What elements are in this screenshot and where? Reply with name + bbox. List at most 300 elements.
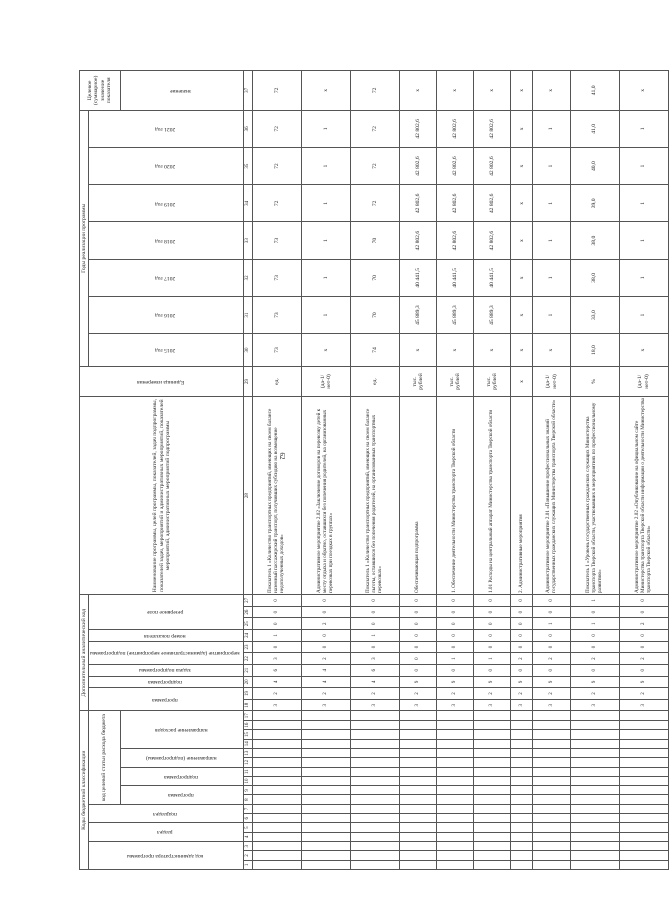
program-header-text: программа — [168, 792, 194, 799]
code-cell — [351, 795, 400, 804]
column-number: 29 — [244, 366, 253, 396]
code-cell: 0 — [511, 641, 533, 653]
code-cell: 1 — [533, 618, 570, 630]
code-cell — [351, 851, 400, 860]
c-reserve-header-text: резервное поле — [147, 609, 184, 616]
code-cell — [570, 851, 619, 860]
column-number: 32 — [244, 259, 253, 296]
value-v2017: 73 — [253, 259, 302, 296]
code-cell — [253, 739, 302, 748]
value-v2018: 42 802,6 — [400, 222, 437, 259]
code-cell: 2 — [302, 688, 351, 700]
code-cell: 3 — [437, 699, 474, 711]
code-cell: 0 — [511, 606, 533, 618]
classifier-group-header: Дополнительный аналитический код — [80, 595, 89, 711]
code-cell: 9 — [437, 676, 474, 688]
program-direction-header — [120, 711, 244, 748]
code-cell: 2 — [533, 653, 570, 665]
value-v2021: 72 — [253, 110, 302, 147]
code-cell — [437, 711, 474, 721]
code-cell — [302, 739, 351, 748]
code-cell — [437, 739, 474, 748]
code-cell — [511, 842, 533, 851]
value-v2015: x — [437, 334, 474, 367]
row-name: Административное мероприятие 2.01 «Повышение профессиональных знаний государственных гражданских служащих Министерства транспорта Тверской области» — [533, 397, 570, 595]
code-cell — [533, 860, 570, 869]
code-cell: 3 — [533, 699, 570, 711]
code-cell — [400, 804, 437, 813]
row-unit: x — [511, 366, 533, 396]
code-cell — [511, 730, 533, 739]
row-unit: тыс. рублей — [400, 366, 437, 396]
year-2016-header — [89, 297, 244, 334]
code-cell: 2 — [511, 688, 533, 700]
code-cell — [511, 832, 533, 841]
row-name: Административное мероприятие 2.02 «Заключение договоров на перевозку детей к месту отдыха и обратно, оставшихся без попечения родителей, на организованных перевозках при поездках в группах» — [302, 397, 351, 595]
code-cell — [474, 860, 511, 869]
code-cell — [474, 786, 511, 795]
value-v2018: 42 802,6 — [474, 222, 511, 259]
code-cell: 3 — [253, 699, 302, 711]
value-final: 72 — [351, 71, 400, 111]
year-2021-header — [89, 110, 244, 147]
unit-header-text: Единица измерения — [136, 378, 185, 385]
c-subprogram-header-text: подпрограмма — [148, 679, 183, 686]
c-event-header — [89, 641, 244, 664]
task-code-header — [120, 748, 244, 767]
code-cell — [533, 842, 570, 851]
code-cell — [351, 721, 400, 730]
code-cell: 0 — [619, 606, 668, 618]
value-v2018: 1 — [619, 222, 668, 259]
code-cell: 0 — [400, 630, 437, 642]
code-cell — [253, 842, 302, 851]
code-cell — [253, 804, 302, 813]
c-indicator-header-text: номер показателя — [144, 632, 187, 639]
value-v2021: 42 802,6 — [437, 110, 474, 147]
code-cell — [533, 739, 570, 748]
value-v2016: 73 — [253, 297, 302, 334]
code-cell: 0 — [351, 606, 400, 618]
code-cell — [511, 804, 533, 813]
code-cell: 2 — [619, 653, 668, 665]
column-number: 24 — [244, 630, 253, 642]
code-cell — [570, 795, 619, 804]
column-number: 1 — [244, 860, 253, 869]
column-number: 16 — [244, 721, 253, 730]
code-cell — [253, 730, 302, 739]
code-cell — [533, 748, 570, 757]
code-cell — [474, 758, 511, 767]
table-row — [474, 71, 511, 870]
value-v2020: 72 — [351, 148, 400, 185]
column-number-row — [244, 71, 253, 870]
code-cell — [570, 860, 619, 869]
code-cell — [437, 814, 474, 823]
column-number: 15 — [244, 730, 253, 739]
code-cell — [533, 814, 570, 823]
code-cell: 1 — [570, 595, 619, 607]
code-cell: 0 — [351, 641, 400, 653]
code-cell — [351, 758, 400, 767]
code-cell: 0 — [400, 618, 437, 630]
code-cell: 0 — [253, 641, 302, 653]
code-cell — [400, 860, 437, 869]
value-v2020: 42 802,6 — [400, 148, 437, 185]
value-final: x — [619, 71, 668, 111]
code-cell — [533, 823, 570, 832]
code-cell — [619, 814, 668, 823]
code-cell — [351, 748, 400, 757]
column-number: 26 — [244, 606, 253, 618]
code-cell — [619, 851, 668, 860]
code-cell: 2 — [253, 688, 302, 700]
code-cell — [570, 776, 619, 785]
column-number: 28 — [244, 397, 253, 595]
code-cell — [351, 739, 400, 748]
value-v2021: 41,0 — [570, 110, 619, 147]
column-number: 22 — [244, 653, 253, 665]
value-v2020: 1 — [302, 148, 351, 185]
row-unit: (да-1/нет-0) — [533, 366, 570, 396]
code-cell: 0 — [474, 664, 511, 676]
subsection-header — [89, 804, 244, 823]
code-cell — [511, 851, 533, 860]
code-cell — [533, 795, 570, 804]
value-v2020: 42 802,6 — [437, 148, 474, 185]
code-cell: 0 — [474, 641, 511, 653]
code-cell: 2 — [400, 688, 437, 700]
code-cell: 1 — [253, 630, 302, 642]
code-cell — [619, 804, 668, 813]
code-cell: 0 — [474, 595, 511, 607]
year-2015-header — [89, 334, 244, 367]
value-final: x — [533, 71, 570, 111]
column-number: 20 — [244, 676, 253, 688]
code-cell — [351, 860, 400, 869]
code-cell: 0 — [253, 595, 302, 607]
value-v2015: x — [619, 334, 668, 367]
code-cell — [533, 758, 570, 767]
code-cell: 0 — [533, 664, 570, 676]
code-cell: 3 — [253, 653, 302, 665]
value-v2016: 45 889,3 — [437, 297, 474, 334]
row-unit: % — [570, 366, 619, 396]
code-cell — [351, 767, 400, 776]
column-number: 37 — [244, 71, 253, 111]
code-cell — [511, 823, 533, 832]
code-cell — [302, 851, 351, 860]
code-cell: 2 — [474, 688, 511, 700]
value-v2019: 1 — [302, 185, 351, 222]
code-cell — [570, 767, 619, 776]
subprogram-header-text: подпрограмма — [163, 773, 198, 780]
code-cell: 9 — [533, 676, 570, 688]
column-number: 2 — [244, 851, 253, 860]
code-cell: 0 — [351, 618, 400, 630]
code-cell — [437, 758, 474, 767]
code-cell: 0 — [302, 630, 351, 642]
code-cell — [533, 851, 570, 860]
column-number: 30 — [244, 334, 253, 367]
value-v2015: x — [302, 334, 351, 367]
year-2019-header-text: 2019 год — [155, 200, 176, 207]
code-cell: 0 — [533, 630, 570, 642]
row-name: 1.01 Расходы на центральный аппарат Министерства транспорта Тверской области — [474, 397, 511, 595]
code-cell: 9 — [619, 676, 668, 688]
value-v2021: 1 — [619, 110, 668, 147]
code-cell — [253, 823, 302, 832]
code-cell — [302, 776, 351, 785]
code-cell — [533, 832, 570, 841]
code-cell: 2 — [570, 653, 619, 665]
code-cell — [619, 758, 668, 767]
code-cell — [437, 804, 474, 813]
value-v2018: 42 802,6 — [437, 222, 474, 259]
code-cell — [302, 795, 351, 804]
value-v2018: 38,0 — [570, 222, 619, 259]
row-name: Показатель 1 «Уровень государственных гражданских служащих Министерства транспорта Тверской области, участвовавших в мероприятиях по профессиональному развитию» — [570, 397, 619, 595]
row-name: Показатель 1 «Количество транспортных предприятий, имеющих на своем балансе наземный пассажирский транспорт, получивших субсидию на возмещение недополученных доходов» — [253, 397, 302, 595]
value-v2017: 40 441,5 — [474, 259, 511, 296]
code-cell — [619, 776, 668, 785]
code-cell — [474, 776, 511, 785]
value-v2015: 18,0 — [570, 334, 619, 367]
value-v2021: 1 — [533, 110, 570, 147]
code-cell — [619, 823, 668, 832]
value-v2021: x — [511, 110, 533, 147]
target-article-header: код целевой статьи расхода бюджета — [89, 711, 120, 804]
value-v2018: 70 — [351, 222, 400, 259]
value-v2019: 39,0 — [570, 185, 619, 222]
code-cell — [400, 748, 437, 757]
value-v2017: 40 441,5 — [437, 259, 474, 296]
code-cell — [570, 758, 619, 767]
code-cell — [474, 730, 511, 739]
column-number: 6 — [244, 814, 253, 823]
column-number: 35 — [244, 148, 253, 185]
code-cell: 4 — [351, 676, 400, 688]
code-cell: 0 — [511, 630, 533, 642]
code-cell — [533, 776, 570, 785]
code-cell: 0 — [437, 641, 474, 653]
code-cell — [619, 767, 668, 776]
code-cell — [400, 823, 437, 832]
code-cell — [533, 786, 570, 795]
code-cell — [400, 832, 437, 841]
code-cell: 0 — [533, 595, 570, 607]
admin-code-header-text: код администратора программы — [127, 852, 204, 859]
code-cell: 0 — [533, 606, 570, 618]
value-final: 41,0 — [570, 71, 619, 111]
value-final: x — [474, 71, 511, 111]
code-cell — [619, 739, 668, 748]
value-v2015: x — [511, 334, 533, 367]
code-cell — [570, 823, 619, 832]
code-cell — [570, 832, 619, 841]
code-cell — [302, 823, 351, 832]
code-cell — [253, 721, 302, 730]
section-header-text: раздел — [157, 829, 173, 836]
code-cell — [253, 767, 302, 776]
row-name: Обеспечивающая подпрограмма — [400, 397, 437, 595]
code-cell — [533, 711, 570, 721]
task-code-header-text: направление (подпрограммы) — [145, 754, 217, 761]
column-number: 21 — [244, 664, 253, 676]
column-number: 9 — [244, 786, 253, 795]
code-cell — [437, 860, 474, 869]
code-cell — [437, 786, 474, 795]
code-cell — [437, 721, 474, 730]
value-final: x — [302, 71, 351, 111]
value-v2019: 1 — [533, 185, 570, 222]
c-reserve-header — [89, 595, 244, 630]
value-v2016: 1 — [533, 297, 570, 334]
code-cell — [400, 758, 437, 767]
code-cell — [253, 860, 302, 869]
year-2018-header — [89, 222, 244, 259]
value-v2020: 42 802,6 — [474, 148, 511, 185]
code-cell — [570, 711, 619, 721]
value-v2021: 42 802,6 — [474, 110, 511, 147]
column-number: 34 — [244, 185, 253, 222]
value-v2016: 1 — [302, 297, 351, 334]
code-cell: 1 — [570, 618, 619, 630]
row-unit: ед. — [351, 366, 400, 396]
program-header — [120, 786, 244, 805]
code-cell: 9 — [511, 676, 533, 688]
table-row — [253, 71, 302, 870]
value-v2016: x — [511, 297, 533, 334]
code-cell — [302, 860, 351, 869]
table-row — [437, 71, 474, 870]
c-event-header-text: мероприятие (административное мероприятие) подпрограммы — [90, 650, 241, 657]
code-cell: 0 — [619, 641, 668, 653]
value-v2020: 1 — [619, 148, 668, 185]
code-cell — [533, 804, 570, 813]
code-cell — [400, 795, 437, 804]
code-cell: 0 — [253, 618, 302, 630]
code-cell — [302, 711, 351, 721]
table-row — [533, 71, 570, 870]
code-cell: 3 — [619, 699, 668, 711]
column-number: 5 — [244, 823, 253, 832]
code-cell — [253, 832, 302, 841]
code-cell: 0 — [570, 664, 619, 676]
code-cell: 2 — [619, 688, 668, 700]
code-cell — [437, 767, 474, 776]
code-cell — [511, 767, 533, 776]
row-name: 2. Административные мероприятия — [511, 397, 533, 595]
column-number: 3 — [244, 842, 253, 851]
column-number: 23 — [244, 641, 253, 653]
code-cell: 0 — [400, 595, 437, 607]
code-cell — [437, 776, 474, 785]
year-2017-header — [89, 259, 244, 296]
code-cell — [302, 767, 351, 776]
code-cell: 3 — [351, 699, 400, 711]
code-cell — [351, 776, 400, 785]
code-cell — [437, 823, 474, 832]
code-cell — [474, 739, 511, 748]
column-number: 17 — [244, 711, 253, 721]
admin-code-header — [89, 842, 244, 870]
name-header: Наименование программы, целей программы, показателей, задач подпрограммы, показателей задач, мероприятий и административных мероприятий, показателей мероприятий, административных мероприятий подпрограммы — [80, 397, 244, 595]
value-final: x — [437, 71, 474, 111]
table-row — [511, 71, 533, 870]
code-cell — [302, 758, 351, 767]
value-v2019: 42 802,6 — [437, 185, 474, 222]
value-v2015: 74 — [351, 334, 400, 367]
code-cell — [437, 795, 474, 804]
value-v2019: 42 802,6 — [400, 185, 437, 222]
year-2020-header-text: 2020 год — [155, 163, 176, 170]
code-cell — [400, 851, 437, 860]
code-cell: 9 — [570, 676, 619, 688]
code-cell — [351, 786, 400, 795]
code-cell — [511, 758, 533, 767]
value-header-text: значение — [170, 87, 192, 94]
value-v2020: 1 — [533, 148, 570, 185]
column-number: 27 — [244, 595, 253, 607]
code-cell: 0 — [570, 606, 619, 618]
code-cell — [302, 748, 351, 757]
code-cell: 1 — [351, 630, 400, 642]
code-cell: 0 — [400, 664, 437, 676]
code-cell — [351, 730, 400, 739]
code-cell — [302, 804, 351, 813]
code-cell — [619, 860, 668, 869]
code-cell — [619, 786, 668, 795]
code-cell — [619, 730, 668, 739]
code-cell — [253, 758, 302, 767]
code-cell: 2 — [511, 653, 533, 665]
code-cell — [570, 730, 619, 739]
code-cell — [570, 814, 619, 823]
code-cell: 2 — [302, 618, 351, 630]
code-cell: 2 — [619, 618, 668, 630]
year-2019-header — [89, 185, 244, 222]
code-cell — [474, 832, 511, 841]
code-cell — [619, 832, 668, 841]
value-v2016: 45 889,3 — [474, 297, 511, 334]
row-unit: ед. — [253, 366, 302, 396]
code-cell — [437, 832, 474, 841]
value-v2015: x — [474, 334, 511, 367]
column-number: 31 — [244, 297, 253, 334]
column-number: 4 — [244, 832, 253, 841]
table-row — [619, 71, 668, 870]
code-cell: 0 — [533, 641, 570, 653]
value-header — [120, 71, 244, 111]
code-cell: 0 — [511, 595, 533, 607]
code-cell — [400, 814, 437, 823]
code-cell: 2 — [302, 653, 351, 665]
value-v2020: 72 — [253, 148, 302, 185]
row-name: Административное мероприятие 2.02 «Опубликование на официальном сайте Министерства транспорта Тверской области информации о деятельности Министерства транспорта Тверской области» — [619, 397, 668, 595]
code-cell — [474, 748, 511, 757]
code-cell: 0 — [302, 606, 351, 618]
value-v2019: x — [511, 185, 533, 222]
value-v2015: x — [400, 334, 437, 367]
code-cell: 0 — [570, 641, 619, 653]
code-cell — [253, 711, 302, 721]
code-cell — [253, 776, 302, 785]
code-cell — [400, 730, 437, 739]
value-v2019: 72 — [253, 185, 302, 222]
year-2020-header — [89, 148, 244, 185]
code-cell: 9 — [474, 676, 511, 688]
